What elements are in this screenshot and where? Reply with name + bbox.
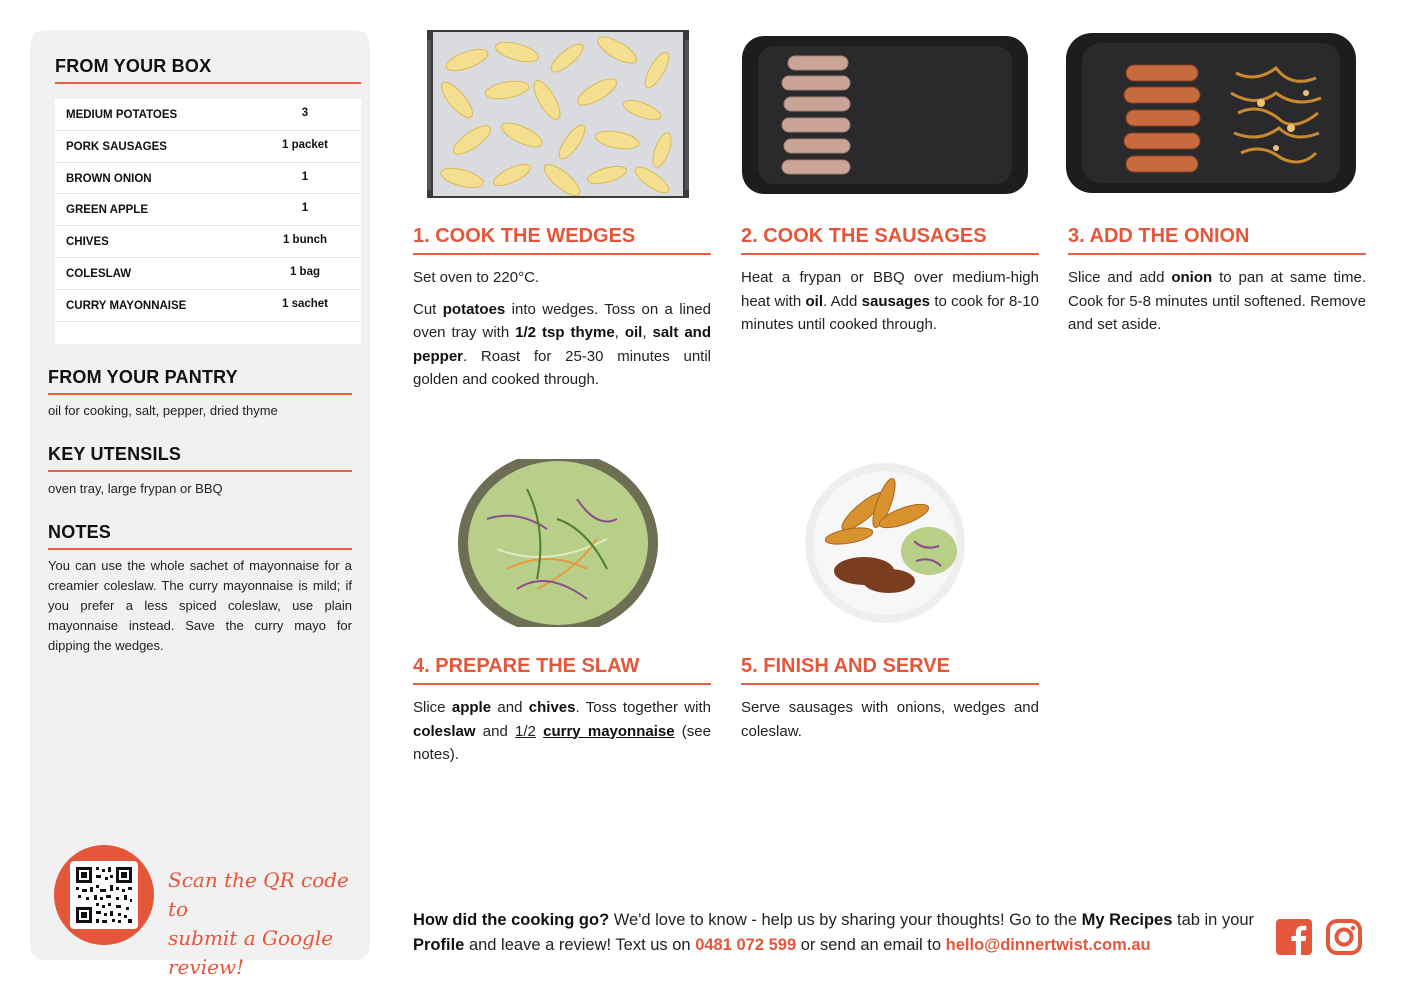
facebook-icon[interactable] — [1275, 918, 1313, 956]
pantry-text: oil for cooking, salt, pepper, dried thyme — [48, 403, 278, 418]
qr-caption-line2: submit a Google review! — [168, 926, 334, 979]
utensils-text: oven tray, large frypan or BBQ — [48, 481, 223, 496]
qr-caption — [168, 866, 368, 982]
qr-code-icon[interactable] — [70, 861, 138, 929]
section-divider — [55, 82, 361, 84]
step-1-p1: Set oven to 220°C. — [413, 269, 540, 286]
phone-link[interactable]: 0481 072 599 — [695, 936, 797, 954]
section-divider — [48, 393, 352, 395]
section-divider — [413, 253, 711, 255]
ingredient-qty: 3 — [301, 107, 309, 119]
step-4-text: Slice apple and chives. Toss together with coleslaw and 1/2 curry mayonnaise (see notes). — [413, 699, 711, 763]
ingredient-qty: 1 packet — [281, 138, 329, 151]
ingredient-qty: 1 — [301, 170, 309, 183]
table-row — [55, 131, 361, 163]
section-divider — [48, 548, 352, 550]
ingredients-table — [55, 99, 361, 344]
table-row — [55, 258, 361, 290]
step-2-title: 2. COOK THE SAUSAGES — [741, 225, 987, 247]
pantry-title: FROM YOUR PANTRY — [48, 367, 238, 387]
step-2-photo — [742, 36, 1028, 194]
from-your-box-title: FROM YOUR BOX — [55, 56, 212, 76]
ingredient-qty: 1 bag — [289, 265, 321, 278]
ingredient-qty: 1 bunch — [282, 234, 328, 247]
table-row — [55, 163, 361, 195]
table-row — [55, 194, 361, 226]
ingredient-name: COLESLAW — [66, 267, 132, 280]
table-row — [55, 226, 361, 258]
ingredient-qty: 1 sachet — [281, 297, 329, 310]
section-divider — [741, 253, 1039, 255]
table-row — [55, 99, 361, 131]
ingredient-name: PORK SAUSAGES — [66, 140, 167, 153]
section-divider — [413, 683, 711, 685]
section-divider — [1068, 253, 1366, 255]
feedback-footer: How did the cooking go? We'd love to know - help us by sharing your thoughts! Go to the My Recipes tab in your Profile and leave a review! Text us on 0481 072 599 or send an email to hello@dinnertwist.com.au — [413, 911, 1255, 954]
step-3-title: 3. ADD THE ONION — [1068, 225, 1250, 247]
ingredient-name: CURRY MAYONNAISE — [66, 299, 187, 312]
ingredient-name: CHIVES — [66, 236, 109, 249]
notes-text: You can use the whole sachet of mayonnaise for a creamier coleslaw. The curry mayonnaise is mild; if you prefer a less spiced coleslaw, use plain mayonnaise instead. Save the curry mayo for dipping the wedges. — [48, 558, 352, 653]
ingredient-name: MEDIUM POTATOES — [66, 109, 178, 121]
notes-title: NOTES — [48, 522, 112, 542]
step-4-photo — [457, 459, 659, 627]
step-5-photo — [804, 461, 966, 625]
step-3-text: Slice and add onion to pan at same time. Cook for 5-8 minutes until softened. Remove and set aside. — [1068, 269, 1366, 333]
ingredient-name: BROWN ONION — [66, 172, 152, 185]
ingredient-qty: 1 — [301, 202, 309, 215]
step-1-text — [413, 266, 711, 400]
section-divider — [741, 683, 1039, 685]
step-2-text: Heat a frypan or BBQ over medium-high heat with oil. Add sausages to cook for 8-10 minutes until cooked through. — [741, 269, 1039, 333]
step-1-photo — [427, 30, 689, 198]
table-row — [55, 290, 361, 322]
qr-caption-line1: Scan the QR code to — [168, 868, 349, 921]
email-link[interactable]: hello@dinnertwist.com.au — [945, 936, 1151, 954]
step-4-title: 4. PREPARE THE SLAW — [413, 655, 640, 677]
step-1-p2: Cut potatoes into wedges. Toss on a lined oven tray with 1/2 tsp thyme, oil, salt and pepper. Roast for 25-30 minutes until golden and cooked through. — [413, 300, 711, 388]
step-5-title: 5. FINISH AND SERVE — [741, 655, 950, 677]
section-divider — [48, 470, 352, 472]
instagram-icon[interactable] — [1325, 918, 1363, 956]
ingredient-name: GREEN APPLE — [66, 204, 149, 217]
step-1-title: 1. COOK THE WEDGES — [413, 225, 636, 247]
step-5-text: Serve sausages with onions, wedges and coleslaw. — [741, 699, 1039, 740]
utensils-title: KEY UTENSILS — [48, 444, 182, 464]
step-3-photo — [1066, 33, 1356, 193]
